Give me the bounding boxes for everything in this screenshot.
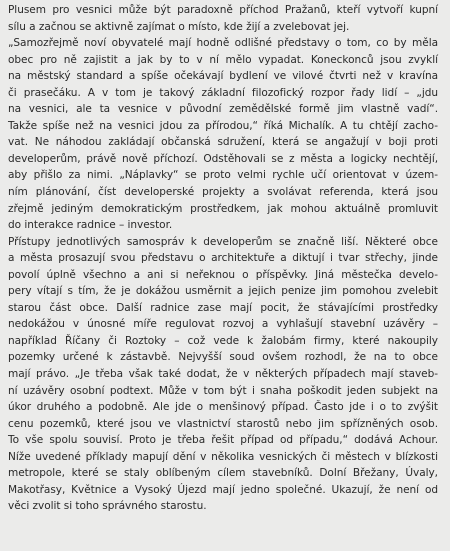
article-text-line: starou část obce. Další radnice zase mají pocit, že stávajícími prostředky [8, 301, 438, 314]
article-text-line: na vesnici, ale ta vesnice v původní zemědělské formě jim vlastně vadí“. [8, 103, 438, 116]
article-text-line: developerům, právě nově příchozí. Odstěhovali se z města a logicky nechtějí, [8, 152, 438, 165]
article-text-line: sílu a začnou se aktivně zajímat o místo, kde žijí a zvelebovat jej. [8, 20, 350, 33]
article-text-line: mají právo. „Je třeba však také dodat, že v některých případech mají staveb- [8, 368, 438, 381]
article-body [8, 2, 438, 515]
article-text-line: To vše spolu souvisí. Proto je třeba řešit případ od případu,“ dodává Achour. [8, 434, 438, 447]
article-text-line: věci zvolit si toho správného starostu. [8, 500, 207, 513]
article-text-line: například Říčany či Roztoky – což vede k žalobám firmy, které nakoupily [8, 334, 438, 347]
article-text-line: ní uzávěry osobní podtext. Může v tom být i snaha poškodit jeden subjekt na [8, 384, 438, 397]
article-text-line: obec pro ně zajistit a jak by to v ní mělo vypadat. Koneckonců jsou zvyklí [8, 53, 438, 66]
article-text-line: aby přišlo za nimi. „Náplavky“ se proto velmi rychle učí orientovat v územ- [8, 169, 438, 182]
article-text-line: vat. Ne náhodou zakládají občanská sdružení, která se angažují v boji proti [8, 136, 438, 149]
article-text-line: nedokážou v únosné míře regulovat rozvoj a vyhlašují stavební uzávěry – [8, 318, 438, 331]
article-text-line: pery vítají s tím, že je dokážou usměrnit a jejich penize jim pomohou zvelebit [8, 285, 438, 298]
article-text-line: Plusem pro vesnici může být paradoxně příchod Pražanů, kteří vytvoří kupní [8, 4, 438, 16]
article-text-line: Přístupy jednotlivých samospráv k developerům se značně liší. Některé obce [8, 235, 438, 248]
article-text-line: či prasečáku. A v tom je takový základní filozofický rozpor řady lidí – „jdu [8, 86, 438, 99]
article-text-line: povolí úplně všechno a ani si neřeknou o příspěvky. Jiná městečka develo- [8, 268, 438, 281]
article-text-line: Makotřasy, Květnice a Vysoký Újezd mají jedno společné. Ukazují, že není od [8, 483, 438, 496]
article-text-line: metropole, které se staly oblíbeným cílem stavebníků. Dolní Břežany, Úvaly, [8, 467, 438, 480]
article-text-line: úkor druhého a podobně. Ale jde o menšinový případ. Často jde i o to zvýšit [8, 401, 438, 414]
article-text-line: ním plánování, číst developerské projekty a svolávat referenda, která jsou [8, 186, 438, 199]
article-text-line: Takže spíše než na vesnici jdou za přírodou,“ říká Michalík. A tu chtějí zacho- [8, 119, 438, 132]
article-text-line: „Samozřejmě noví obyvatelé mají hodně odlišné představy o tom, co by měla [8, 37, 438, 50]
article-text-line: do interakce radnice – investor. [8, 219, 173, 232]
article-text-line: a města prosazují svou představu o architektuře a diktují i tvar střechy, jinde [8, 252, 438, 265]
article-text-line: na městský standard a spíše očekávají bydlení ve vilové čtvrti než v kravína [8, 70, 438, 83]
article-text-line: cenu pozemků, které jsou ve vlastnictví starostů nebo jim spřízněných osob. [8, 417, 438, 430]
article-text-line: pozemky určené k zástavbě. Nejvyšší soud ovšem rozhodl, že na to obce [8, 351, 438, 364]
article-text-line: Níže uvedené příklady mapují dění v několika vesnických či městech v blízkosti [8, 450, 438, 463]
article-text-line: zřejmě jediným demokratickým prostředkem, jak mohou aktuálně promluvit [8, 202, 438, 215]
